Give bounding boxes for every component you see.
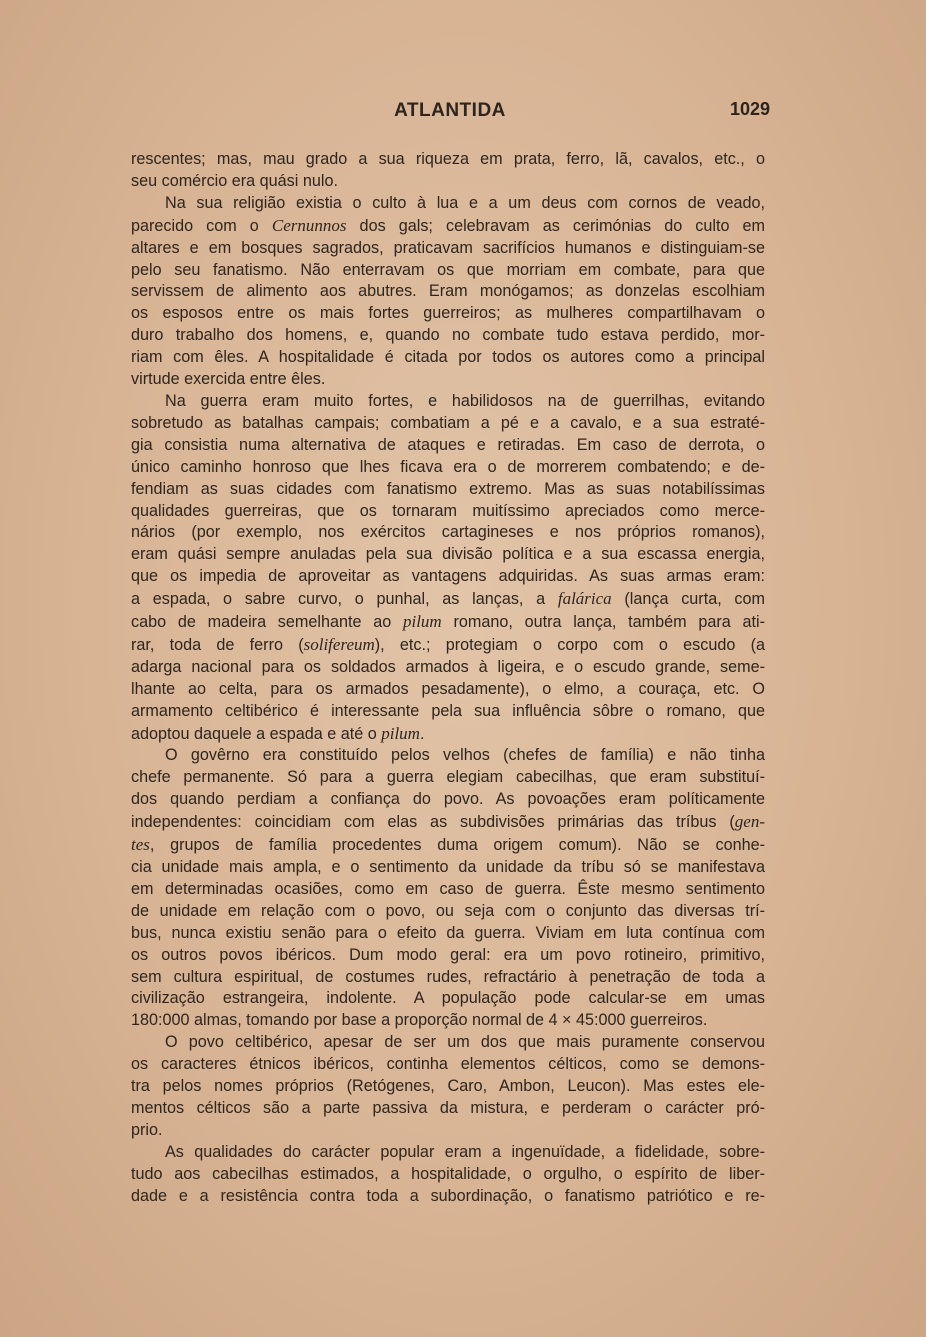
text-line: tra pelos nomes próprios (Retógenes, Caro, Ambon, Leucon). Mas estes ele- — [131, 1077, 765, 1096]
text-line: pelo seu fanatismo. Não enterravam os que morriam em combate, para que — [131, 260, 765, 279]
text-line: os caracteres étnicos ibéricos, continha elementos célticos, como se demons- — [131, 1055, 765, 1074]
text-line: chefe permanente. Só para a guerra elegiam cabecilhas, que eram substituí- — [131, 768, 765, 787]
text-line: seu comércio era quási nulo. — [131, 171, 338, 190]
text-line: adarga nacional para os soldados armados à ligeira, e o escudo grande, seme- — [131, 657, 765, 676]
text-line: qualidades guerreiras, que os tornaram muitíssimo apreciados como merce- — [131, 501, 765, 520]
italic-term: pilum — [402, 612, 442, 632]
text-line: tudo aos cabecilhas estimados, a hospitalidade, o orgulho, o espírito de liber- — [131, 1164, 765, 1183]
text-line — [131, 834, 765, 857]
text-line: que os impedia de aproveitar as vantagens adquiridas. As suas armas eram: — [131, 567, 765, 586]
text-segment: a espada, o sabre curvo, o punhal, as lanças, a — [131, 590, 558, 609]
text-segment: , grupos de família procedentes duma origem comum). Não se conhe- — [149, 836, 765, 855]
text-line: armamento celtibérico é interessante pela sua influência sôbre o romano, que — [131, 701, 765, 720]
text-segment: . — [419, 724, 425, 743]
text-segment: ), etc.; protegiam o corpo com o escudo (a — [374, 635, 765, 654]
text-line: riam com êles. A hospitalidade é citada por todos os autores como a principal — [131, 348, 765, 367]
text-line: dade e a resistência contra toda a subordinação, o fanatismo patriótico e re- — [131, 1186, 765, 1205]
text-segment: independentes: coincidiam com elas as subdivisões primárias das tríbus ( — [131, 813, 735, 832]
text-line: dos quando perdiam a confiança do povo. As povoações eram políticamente — [131, 790, 765, 809]
text-line — [131, 588, 765, 611]
text-line: 180:000 almas, tomando por base a proporção normal de 4 × 45:000 guerreiros. — [131, 1011, 708, 1030]
text-line: sem cultura espiritual, de costumes rudes, refractário à penetração de toda a — [131, 967, 765, 986]
text-segment: cabo de madeira semelhante ao — [131, 613, 403, 632]
italic-term: falárica — [557, 589, 612, 609]
text-line: gia consistia numa alternativa de ataques e retiradas. Em caso de derrota, o — [131, 435, 765, 454]
text-line — [131, 634, 765, 657]
text-line: mentos célticos são a parte passiva da mistura, e perderam o carácter pró- — [131, 1098, 765, 1117]
text-line: duro trabalho dos homens, e, quando no combate tudo estava perdido, mor- — [131, 326, 765, 345]
text-line: bus, nunca existiu senão para o efeito da guerra. Viviam em luta contínua com — [131, 923, 765, 942]
text-line: nários (por exemplo, nos exércitos cartagineses e nos próprios romanos), — [131, 523, 765, 542]
text-line: altares e em bosques sagrados, praticavam sacrifícios humanos e distinguiam-se — [131, 238, 765, 257]
text-line: O povo celtibérico, apesar de ser um dos que mais puramente conservou — [165, 1033, 765, 1052]
text-line: sobretudo as batalhas campais; combatiam a pé e a cavalo, e a sua estraté- — [131, 413, 765, 432]
italic-term: Cernunnos — [271, 215, 347, 235]
italic-term: tes — [131, 835, 150, 855]
text-line: Na sua religião existia o culto à lua e a um deus com cornos de veado, — [165, 193, 765, 212]
text-line — [131, 611, 765, 634]
italic-term: solifereum — [303, 634, 375, 654]
text-segment: rar, toda de ferro ( — [131, 635, 304, 654]
text-line: civilização estrangeira, indolente. A população pode calcular-se em umas — [131, 989, 765, 1008]
text-segment: parecido com o — [131, 216, 272, 235]
text-line: O govêrno era constituído pelos velhos (chefes de família) e não tinha — [165, 746, 765, 765]
page-header — [130, 100, 770, 126]
text-line — [131, 723, 765, 746]
text-line: eram quási sempre anuladas pela sua divisão política e a sua escassa energia, — [131, 545, 765, 564]
text-line: virtude exercida entre êles. — [131, 370, 326, 389]
italic-term: gen- — [734, 812, 765, 832]
text-segment: (lança curta, com — [611, 590, 765, 609]
italic-term: pilum — [381, 723, 420, 743]
text-segment: adoptou daquele a espada e até o — [131, 724, 382, 743]
text-line — [131, 215, 765, 238]
body-text — [131, 149, 765, 1208]
text-line: prio. — [131, 1120, 163, 1139]
text-line — [131, 811, 765, 834]
text-segment: romano, outra lança, também para ati- — [441, 613, 765, 632]
text-line: rescentes; mas, mau grado a sua riqueza em prata, ferro, lã, cavalos, etc., o — [131, 150, 765, 168]
text-line: de unidade em relação com o povo, ou seja com o conjunto das diversas trí- — [131, 901, 765, 920]
text-line: em determinadas ocasiões, como em caso de guerra. Êste mesmo sentimento — [131, 879, 765, 898]
text-line: único caminho honroso que lhes ficava era o de morrerem combatendo; e de- — [131, 457, 765, 476]
text-line: lhante ao celta, para os armados pesadamente), o elmo, a couraça, etc. O — [131, 679, 765, 698]
text-line: os esposos entre os mais fortes guerreiros; as mulheres compartilhavam o — [131, 304, 765, 323]
text-line: Na guerra eram muito fortes, e habilidosos na de guerrilhas, evitando — [165, 391, 765, 410]
text-line: cia unidade mais ampla, e o sentimento da unidade da tríbu só se manifestava — [131, 858, 765, 876]
page-number: 1029 — [729, 99, 770, 119]
text-line: fendiam as suas cidades com fanatismo extremo. Mas as suas notabilíssimas — [131, 479, 765, 498]
text-line: os outros povos ibéricos. Dum modo geral: era um povo rotineiro, primitivo, — [131, 945, 765, 964]
text-segment: dos gals; celebravam as cerimónias do culto em — [346, 216, 766, 235]
text-line: As qualidades do carácter popular eram a ingenuïdade, a fidelidade, sobre- — [165, 1142, 765, 1161]
running-title: ATLANTIDA — [394, 100, 506, 121]
text-line: servissem de alimento aos abutres. Eram monógamos; as donzelas escolhiam — [131, 282, 765, 301]
